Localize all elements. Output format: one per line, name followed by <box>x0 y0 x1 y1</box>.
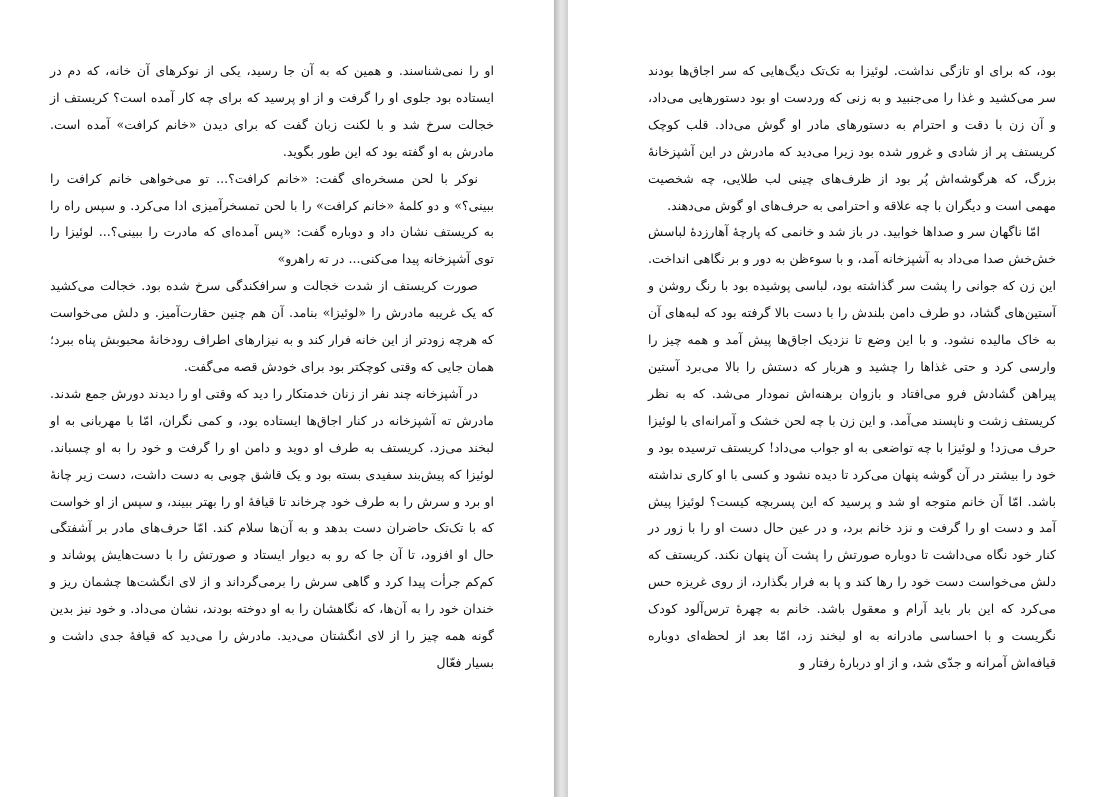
right-page-text <box>648 58 1056 677</box>
right-page <box>568 0 1116 797</box>
paragraph: صورت کریستف از شدت خجالت و سرافکندگی سرخ شده بود. خجالت می‌کشید که یک غریبه مادرش را «لوئیزا» بنامد. آن هم چنین حقارت‌آمیز. و دلش می‌خواست که هرچه زودتر از این خانه فرار کند و به نیزارهای اطراف رودخانهٔ محبوبش پناه ببرد؛ همان جایی که وقتی کوچکتر بود برای خودش قصه می‌گفت. <box>50 278 494 374</box>
book-spine-gutter <box>554 0 568 797</box>
paragraph: او را نمی‌شناسند. و همین که به آن جا رسید، یکی از نوکرهای آن خانه، که دم در ایستاده بود جلوی او را گرفت و از او پرسید که برای چه کار آمده است؟ کریستف از خجالت سرخ شد و با لکنت زبان گفت که برای دیدن «خانم کرافت» آمده است. مادرش به او گفته بود که این طور بگوید. <box>50 63 494 159</box>
left-page <box>0 0 554 797</box>
left-page-text <box>50 58 494 677</box>
paragraph: امّا ناگهان سر و صداها خوابید. در باز شد و خانمی که پارچهٔ آهارزدهٔ لباسش خش‌خش صدا می‌داد به آشپزخانه آمد، و با سوءظن به دور و بر نگاهی انداخت. این زن که جوانی را پشت سر گذاشته بود، لباسی پوشیده بود با رنگ روشن و آستین‌های گشاد، دو طرف دامن بلندش را با دست بالا گرفته بود که لبه‌های آن به خاک مالیده نشود. و با این وضع تا نزدیک اجاق‌ها پیش آمد و همه چیز را وارسی کرد و حتی غذاها را چشید و هربار که دستش را بالا می‌برد آستین پیراهن گشادش فرو می‌افتاد و بازوان برهنه‌اش نمودار می‌شد. که به نظر کریستف زشت و ناپسند می‌آمد. و این زن با چه لحن خشک و آمرانه‌ای با لوئیزا حرف می‌زد! و لوئیزا با چه تواضعی به او جواب می‌داد! کریستف ترسیده بود و خود را بیشتر در آن گوشه پنهان می‌کرد تا دیده نشود و کسی با او کاری نداشته باشد. امّا آن خانم متوجه او شد و پرسید که این پسربچه کیست؟ لوئیزا پیش آمد و دست او را گرفت و نزد خانم برد، و در عین حال دست او را با زور در کنار خود نگاه می‌داشت تا دوباره صورتش را پشت آن پنهان نکند. کریستف که دلش می‌خواست دست خود را رها کند و پا به فرار بگذارد، از روی غریزه حس می‌کرد که این بار باید آرام و معقول باشد. خانم به چهرهٔ ترس‌آلود کودک نگریست و با احساسی مادرانه به او لبخند زد، امّا بعد از لحظه‌ای دوباره قیافه‌اش آمرانه و جدّی شد، و از او دربارهٔ رفتار و <box>648 224 1056 670</box>
paragraph: نوکر با لحن مسخره‌ای گفت: «خانم کرافت؟... تو می‌خواهی خانم کرافت را ببینی؟» و دو کلمهٔ «خانم کرافت» را با لحن تمسخرآمیزی ادا می‌کرد. و سپس راه را به کریستف نشان داد و دوباره گفت: «پس آمده‌ای که مادرت را ببینی؟... لوئیزا را توی آشپزخانه پیدا می‌کنی... در ته راهرو» <box>50 170 494 267</box>
paragraph: بود، که برای او تازگی نداشت. لوئیزا به تک‌تک دیگ‌هایی که سر اجاق‌ها بودند سر می‌کشید و غذا را می‌جنبید و به زنی که وردست او بود دستورهایی می‌داد، و آن زن با دقت و احترام به دستورهای مادر او گوش می‌داد. قلب کوچک کریستف پر از شادی و غرور شده بود زیرا می‌دید که مادرش در این آشپزخانهٔ بزرگ، که هرگوشه‌اش پُر بود از ظرف‌های چینی لب طلایی، چه شخصیت مهمی است و دیگران با چه علاقه و احترامی به حرف‌های او گوش می‌دهند. <box>648 63 1056 213</box>
paragraph: در آشپزخانه چند نفر از زنان خدمتکار را دید که وقتی او را دیدند دورش جمع شدند. مادرش ته آشپزخانه در کنار اجاق‌ها ایستاده بود، و کمی نگران، امّا با مهربانی به او لبخند می‌زد. کریستف به طرف او دوید و دامن او را گرفت و خود را به او چسباند. لوئیزا که پیش‌بند سفیدی بسته بود و یک قاشق چوبی به دست داشت، دست زیر چانهٔ او برد و سرش را به طرف خود چرخاند تا قیافهٔ او را بهتر ببیند، و سپس از او خواست که با تک‌تک حاضران دست بدهد و به آن‌ها سلام کند. امّا حرف‌های مادر بر آشفتگی حال او افزود، تا آن جا که رو به دیوار ایستاد و صورتش را با دست‌هایش پوشاند و کم‌کم جرأت پیدا کرد و گاهی سرش را برمی‌گرداند و از لای انگشت‌ها چشمان ریز و خندان خود را به آن‌ها، که نگاهشان را به او دوخته بودند، نشان می‌داد. و خود نیز بدین گونه همه چیز را از لای انگشتان می‌دید. مادرش را می‌دید که قیافهٔ جدی داشت و بسیار فعّال <box>50 385 494 670</box>
